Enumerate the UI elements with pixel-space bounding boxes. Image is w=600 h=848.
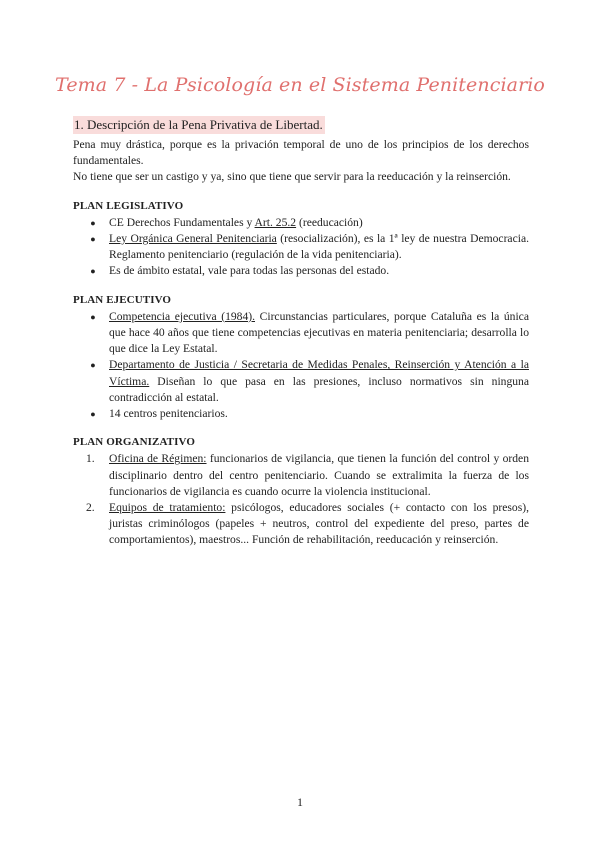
list-item (73, 357, 529, 406)
list-item (73, 451, 529, 500)
plan-organizativo-heading: PLAN ORGANIZATIVO (73, 436, 195, 449)
list-item-text: Circunstancias particulares, porque Cataluña es la única que hace 40 años que tiene competencias ejecutivas en materia penitenciaria; desarrolla lo que dice la Ley Estatal. (109, 309, 529, 356)
bullet-icon: ● (90, 409, 96, 420)
plan-ejecutivo-list (73, 309, 529, 422)
list-item (73, 500, 529, 549)
equipos-link: Equipos de tratamiento: (109, 501, 226, 515)
plan-organizativo-list (73, 451, 529, 548)
bullet-icon: ● (90, 311, 96, 322)
list-item-text: CE Derechos Fundamentales y (109, 215, 255, 229)
article-link: Art. 25.2 (254, 215, 297, 229)
plan-legislativo-heading: PLAN LEGISLATIVO (73, 199, 184, 212)
intro-paragraph-2: No tiene que ser un castigo y ya, sino que tiene que servir para la reeducación y la reinserción. (73, 170, 511, 184)
departamento-link: Departamento de Justicia / Secretaria de Medidas Penales, Reinserción y Atención a la Víctima. (109, 358, 529, 388)
list-item-text: (reeducación) (296, 215, 363, 229)
list-item-text: 14 centros penitenciarios. (109, 407, 228, 421)
plan-ejecutivo-heading: PLAN EJECUTIVO (73, 293, 172, 306)
list-item-text: Es de ámbito estatal, vale para todas las personas del estado. (109, 264, 390, 278)
plan-legislativo-list (73, 215, 529, 280)
bullet-icon: ● (90, 217, 96, 228)
intro-paragraph-1: Pena muy drástica, porque es la privación temporal de uno de los principios de los derechos fundamentales. (73, 138, 529, 168)
page-number: 1 (297, 795, 303, 809)
document-body (73, 116, 529, 549)
list-item (73, 406, 529, 422)
document-title: Tema 7 - La Psicología en el Sistema Penitenciario (55, 74, 545, 96)
bullet-icon: ● (90, 360, 96, 371)
oficina-link: Oficina de Régimen: (109, 452, 207, 466)
bullet-icon: ● (90, 234, 96, 245)
list-number: 1. (86, 452, 95, 466)
bullet-icon: ● (90, 266, 96, 277)
list-item (73, 231, 529, 263)
law-link: Ley Orgánica General Penitenciaria (109, 232, 277, 246)
list-item-text: Diseñan lo que pasa en las presiones, incluso normativos sin ninguna contradicción al estatal. (109, 374, 529, 404)
list-item (73, 309, 529, 358)
competencia-link: Competencia ejecutiva (1984). (109, 309, 256, 323)
list-item-text: (resocialización), es la 1ª ley de nuestra Democracia. Reglamento penitenciario (regulación de la vida penitenciaria). (109, 232, 529, 262)
section-heading: 1. Descripción de la Pena Privativa de Libertad. (74, 117, 323, 132)
list-item-text: funcionarios de vigilancia, que tienen la función del control y orden disciplinario dentro del centro penitenciario. Cuando se extralimita la fuerza de los funcionarios de vigilancia es cuando ocurre la violencia institucional. (109, 452, 530, 498)
list-number: 2. (86, 501, 95, 515)
list-item (73, 215, 529, 231)
list-item (73, 263, 529, 279)
list-item-text: psicólogos, educadores sociales (+ contacto con los presos), juristas criminólogos (papeles + neutros, control del expediente del preso, partes de comportamientos), maestros... Función de rehabilitación, reeducación y reinserción. (109, 501, 529, 547)
